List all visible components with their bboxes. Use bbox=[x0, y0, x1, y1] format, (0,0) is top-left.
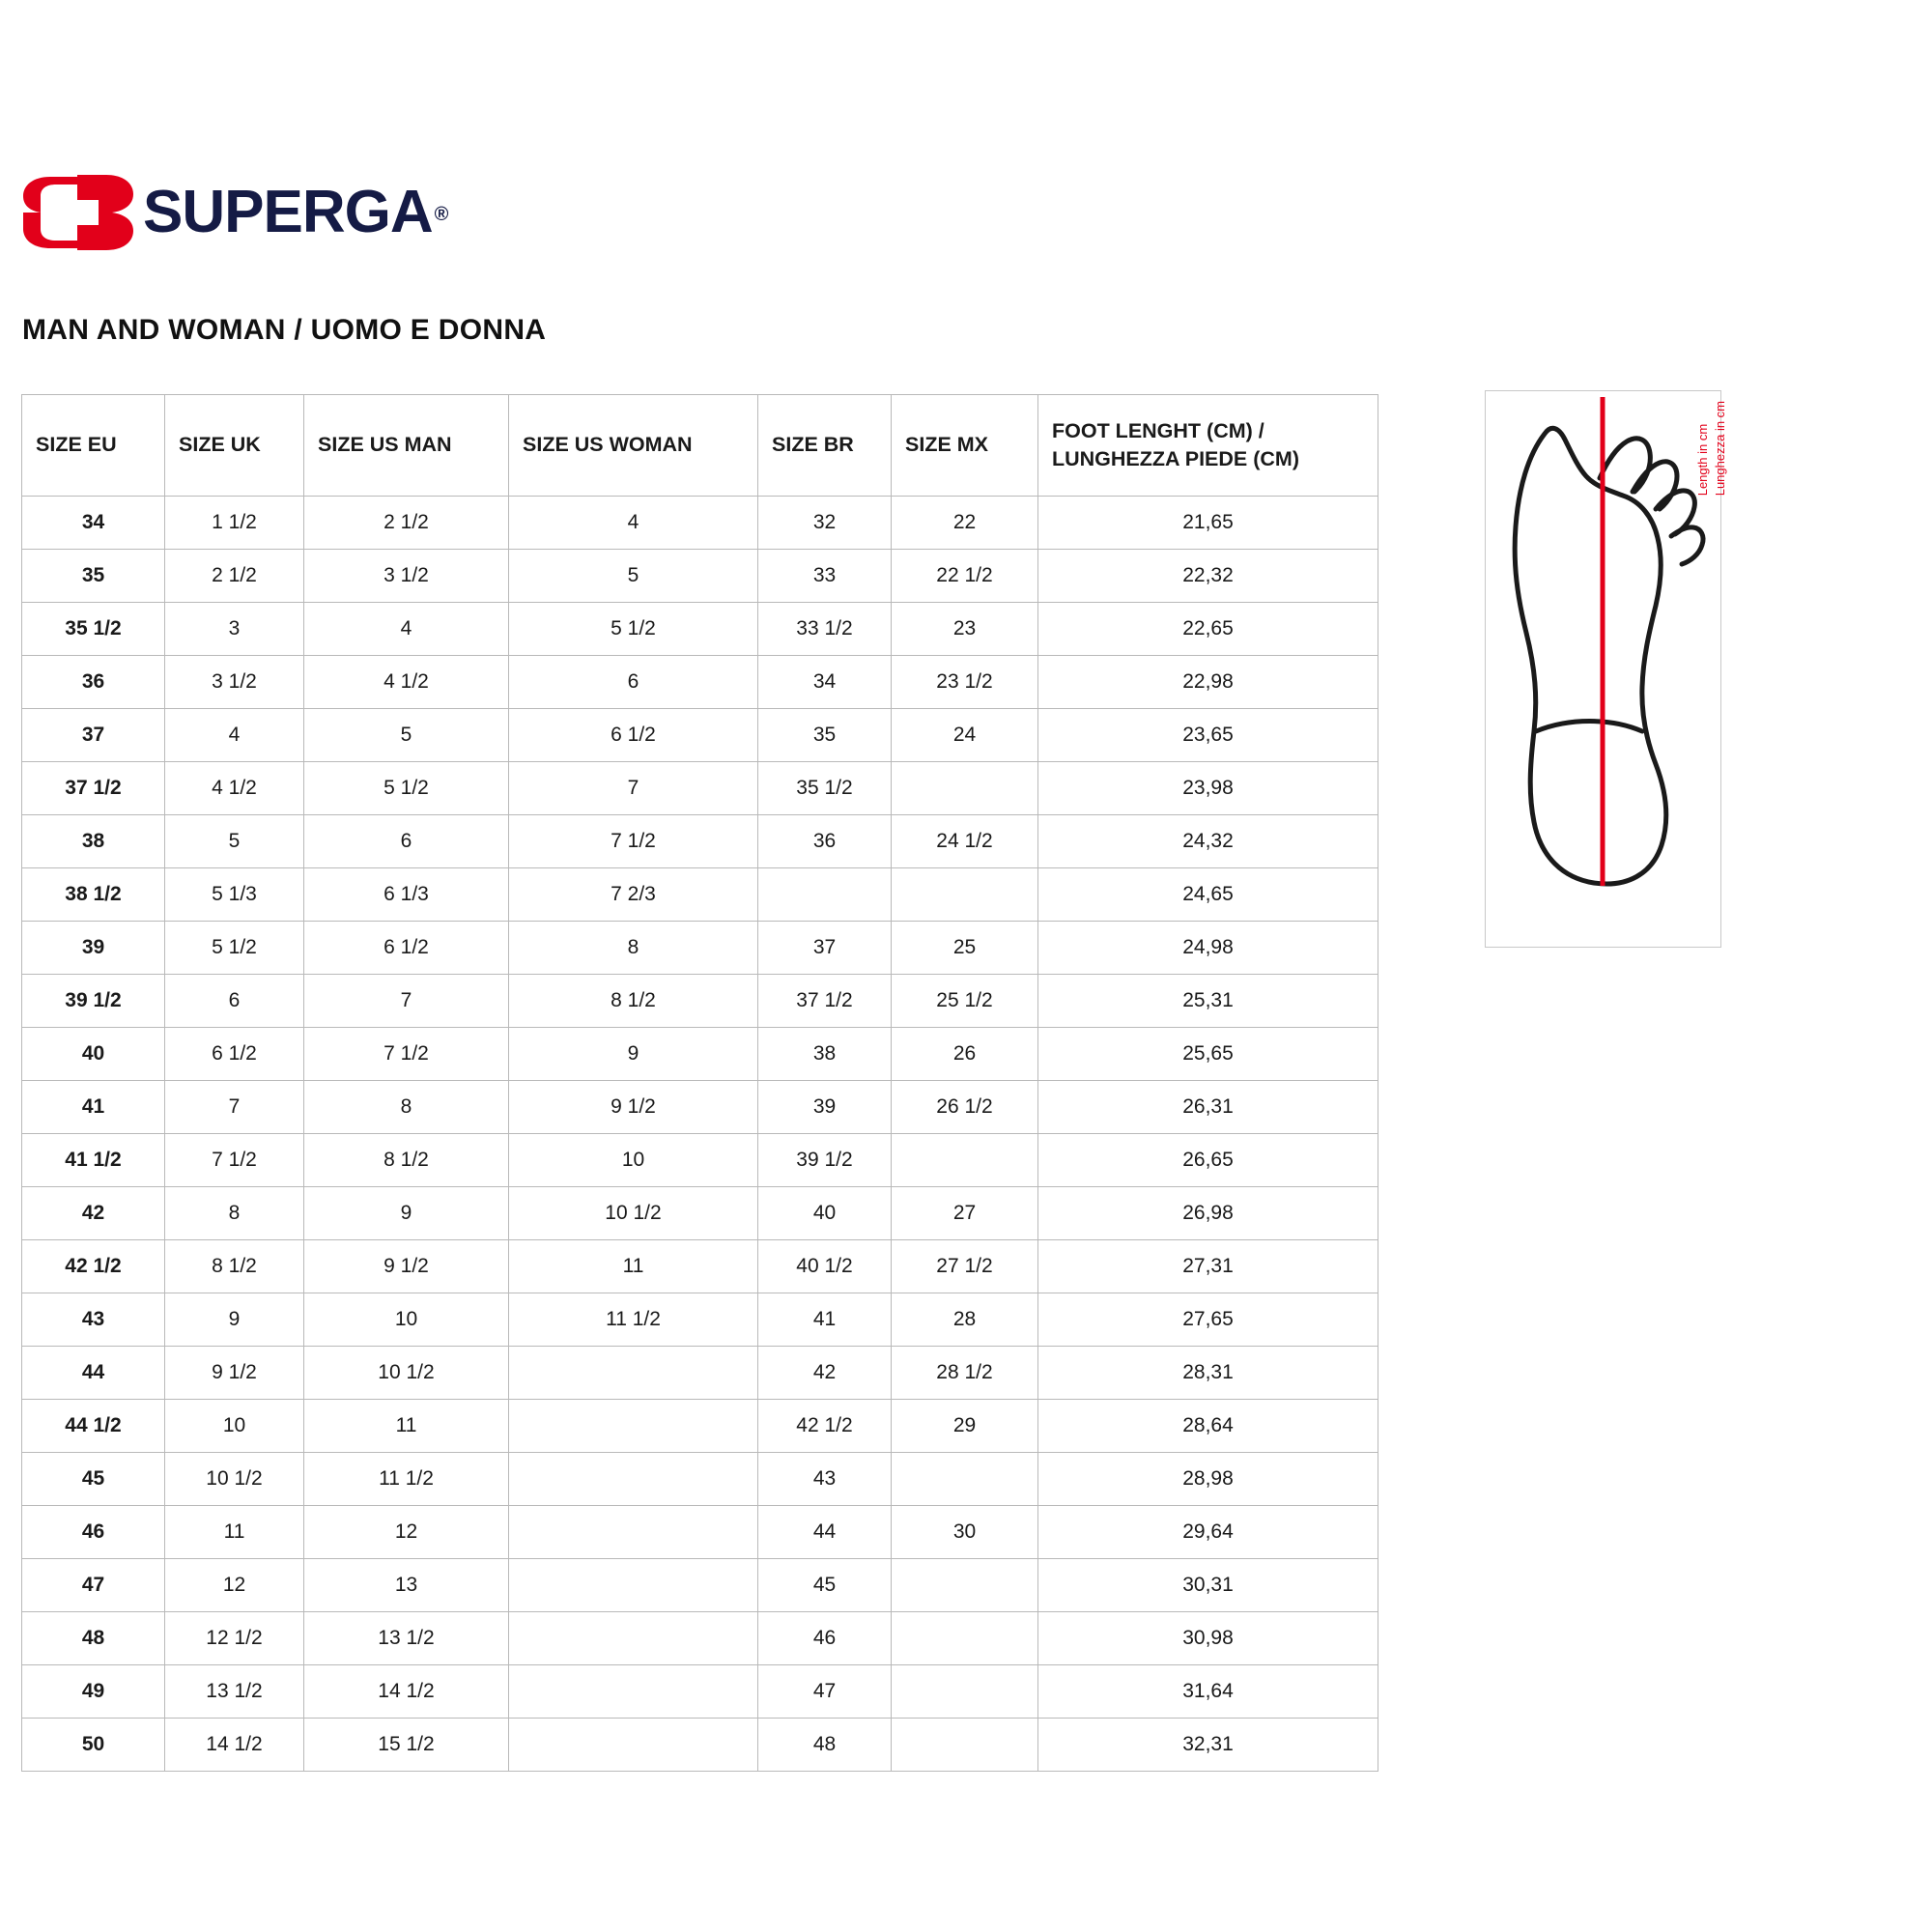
cell-uk: 9 1/2 bbox=[165, 1347, 304, 1400]
cell-mx: 26 bbox=[892, 1028, 1038, 1081]
cell-eu: 47 bbox=[22, 1559, 165, 1612]
cell-mx bbox=[892, 1719, 1038, 1772]
cell-us-woman: 7 bbox=[509, 762, 758, 815]
cell-br: 47 bbox=[758, 1665, 892, 1719]
cell-us-man: 13 1/2 bbox=[304, 1612, 509, 1665]
cell-us-man: 9 bbox=[304, 1187, 509, 1240]
table-row bbox=[22, 815, 1378, 868]
cell-foot-length: 30,31 bbox=[1038, 1559, 1378, 1612]
cell-uk: 7 1/2 bbox=[165, 1134, 304, 1187]
cell-us-man: 12 bbox=[304, 1506, 509, 1559]
cell-uk: 7 bbox=[165, 1081, 304, 1134]
cell-br: 39 1/2 bbox=[758, 1134, 892, 1187]
cell-us-woman bbox=[509, 1719, 758, 1772]
cell-us-woman: 8 1/2 bbox=[509, 975, 758, 1028]
cell-us-woman bbox=[509, 1665, 758, 1719]
cell-foot-length: 24,32 bbox=[1038, 815, 1378, 868]
cell-mx bbox=[892, 1612, 1038, 1665]
cell-uk: 10 bbox=[165, 1400, 304, 1453]
cell-mx bbox=[892, 1453, 1038, 1506]
cell-us-man: 9 1/2 bbox=[304, 1240, 509, 1293]
table-row bbox=[22, 1719, 1378, 1772]
cell-eu: 49 bbox=[22, 1665, 165, 1719]
cell-us-man: 2 1/2 bbox=[304, 497, 509, 550]
cell-uk: 8 bbox=[165, 1187, 304, 1240]
cell-foot-length: 24,65 bbox=[1038, 868, 1378, 922]
cell-foot-length: 27,65 bbox=[1038, 1293, 1378, 1347]
cell-eu: 42 bbox=[22, 1187, 165, 1240]
cell-br: 43 bbox=[758, 1453, 892, 1506]
table-row bbox=[22, 550, 1378, 603]
cell-us-woman: 6 1/2 bbox=[509, 709, 758, 762]
cell-us-man: 6 1/2 bbox=[304, 922, 509, 975]
cell-us-woman bbox=[509, 1559, 758, 1612]
cell-mx bbox=[892, 1665, 1038, 1719]
cell-us-woman: 5 bbox=[509, 550, 758, 603]
cell-eu: 48 bbox=[22, 1612, 165, 1665]
size-conversion-table bbox=[21, 394, 1378, 1772]
cell-br: 38 bbox=[758, 1028, 892, 1081]
cell-us-woman: 10 bbox=[509, 1134, 758, 1187]
cell-foot-length: 23,98 bbox=[1038, 762, 1378, 815]
cell-mx: 22 bbox=[892, 497, 1038, 550]
cell-foot-length: 28,98 bbox=[1038, 1453, 1378, 1506]
cell-us-woman: 9 bbox=[509, 1028, 758, 1081]
table-row bbox=[22, 1400, 1378, 1453]
cell-foot-length: 25,31 bbox=[1038, 975, 1378, 1028]
cell-us-man: 3 1/2 bbox=[304, 550, 509, 603]
cell-uk: 6 1/2 bbox=[165, 1028, 304, 1081]
cell-us-man: 10 1/2 bbox=[304, 1347, 509, 1400]
cell-mx bbox=[892, 868, 1038, 922]
cell-us-man: 6 bbox=[304, 815, 509, 868]
cell-us-woman: 10 1/2 bbox=[509, 1187, 758, 1240]
table-row bbox=[22, 1453, 1378, 1506]
cell-foot-length: 30,98 bbox=[1038, 1612, 1378, 1665]
length-label-line2: Lunghezza in cm bbox=[1713, 401, 1728, 497]
cell-br: 41 bbox=[758, 1293, 892, 1347]
cell-foot-length: 26,31 bbox=[1038, 1081, 1378, 1134]
cell-uk: 13 1/2 bbox=[165, 1665, 304, 1719]
length-label-line1: Length in cm bbox=[1695, 423, 1710, 497]
cell-us-woman: 5 1/2 bbox=[509, 603, 758, 656]
cell-br bbox=[758, 868, 892, 922]
cell-us-man: 10 bbox=[304, 1293, 509, 1347]
cell-uk: 10 1/2 bbox=[165, 1453, 304, 1506]
cell-mx: 23 1/2 bbox=[892, 656, 1038, 709]
cell-us-woman bbox=[509, 1506, 758, 1559]
cell-us-woman: 11 1/2 bbox=[509, 1293, 758, 1347]
cell-mx: 27 1/2 bbox=[892, 1240, 1038, 1293]
cell-mx bbox=[892, 1559, 1038, 1612]
table-row bbox=[22, 603, 1378, 656]
table-row bbox=[22, 497, 1378, 550]
cell-uk: 8 1/2 bbox=[165, 1240, 304, 1293]
cell-br: 35 bbox=[758, 709, 892, 762]
cell-eu: 41 1/2 bbox=[22, 1134, 165, 1187]
cell-foot-length: 23,65 bbox=[1038, 709, 1378, 762]
header-size-eu: SIZE EU bbox=[22, 395, 165, 497]
cell-eu: 38 1/2 bbox=[22, 868, 165, 922]
cell-us-man: 14 1/2 bbox=[304, 1665, 509, 1719]
cell-mx bbox=[892, 762, 1038, 815]
cell-uk: 12 1/2 bbox=[165, 1612, 304, 1665]
cell-eu: 40 bbox=[22, 1028, 165, 1081]
cell-uk: 4 1/2 bbox=[165, 762, 304, 815]
cell-uk: 3 1/2 bbox=[165, 656, 304, 709]
cell-us-man: 5 1/2 bbox=[304, 762, 509, 815]
cell-mx bbox=[892, 1134, 1038, 1187]
cell-uk: 9 bbox=[165, 1293, 304, 1347]
table-row bbox=[22, 1293, 1378, 1347]
cell-us-woman: 9 1/2 bbox=[509, 1081, 758, 1134]
table-row bbox=[22, 1187, 1378, 1240]
cell-us-man: 8 bbox=[304, 1081, 509, 1134]
cell-eu: 45 bbox=[22, 1453, 165, 1506]
cell-us-man: 6 1/3 bbox=[304, 868, 509, 922]
cell-eu: 44 bbox=[22, 1347, 165, 1400]
cell-br: 40 bbox=[758, 1187, 892, 1240]
table-row bbox=[22, 1240, 1378, 1293]
cell-eu: 41 bbox=[22, 1081, 165, 1134]
cell-uk: 4 bbox=[165, 709, 304, 762]
cell-us-man: 4 bbox=[304, 603, 509, 656]
cell-br: 48 bbox=[758, 1719, 892, 1772]
cell-eu: 39 1/2 bbox=[22, 975, 165, 1028]
cell-eu: 36 bbox=[22, 656, 165, 709]
cell-eu: 42 1/2 bbox=[22, 1240, 165, 1293]
table-row bbox=[22, 709, 1378, 762]
cell-uk: 11 bbox=[165, 1506, 304, 1559]
table-header-row bbox=[22, 395, 1378, 497]
cell-br: 37 bbox=[758, 922, 892, 975]
cell-mx: 24 bbox=[892, 709, 1038, 762]
cell-foot-length: 21,65 bbox=[1038, 497, 1378, 550]
header-foot-length-line2: LUNGHEZZA PIEDE (CM) bbox=[1052, 447, 1299, 470]
cell-br: 36 bbox=[758, 815, 892, 868]
cell-uk: 14 1/2 bbox=[165, 1719, 304, 1772]
cell-uk: 2 1/2 bbox=[165, 550, 304, 603]
table-body bbox=[22, 497, 1378, 1772]
cell-mx: 27 bbox=[892, 1187, 1038, 1240]
cell-mx: 25 bbox=[892, 922, 1038, 975]
size-table-container bbox=[21, 394, 1378, 1772]
cell-br: 42 bbox=[758, 1347, 892, 1400]
cell-uk: 5 1/2 bbox=[165, 922, 304, 975]
cell-eu: 44 1/2 bbox=[22, 1400, 165, 1453]
cell-foot-length: 28,64 bbox=[1038, 1400, 1378, 1453]
cell-eu: 37 bbox=[22, 709, 165, 762]
registered-mark: ® bbox=[434, 203, 449, 225]
cell-us-woman bbox=[509, 1400, 758, 1453]
table-row bbox=[22, 1665, 1378, 1719]
cell-us-man: 13 bbox=[304, 1559, 509, 1612]
foot-measurement-diagram bbox=[1485, 390, 1728, 948]
cell-us-woman: 8 bbox=[509, 922, 758, 975]
cell-br: 46 bbox=[758, 1612, 892, 1665]
cell-us-man: 7 bbox=[304, 975, 509, 1028]
table-row bbox=[22, 922, 1378, 975]
cell-foot-length: 27,31 bbox=[1038, 1240, 1378, 1293]
cell-us-woman: 11 bbox=[509, 1240, 758, 1293]
cell-foot-length: 26,65 bbox=[1038, 1134, 1378, 1187]
cell-mx: 28 1/2 bbox=[892, 1347, 1038, 1400]
table-row bbox=[22, 762, 1378, 815]
cell-foot-length: 28,31 bbox=[1038, 1347, 1378, 1400]
cell-us-man: 11 bbox=[304, 1400, 509, 1453]
cell-mx: 30 bbox=[892, 1506, 1038, 1559]
cell-us-man: 4 1/2 bbox=[304, 656, 509, 709]
cell-mx: 24 1/2 bbox=[892, 815, 1038, 868]
superga-logo bbox=[21, 174, 448, 251]
cell-foot-length: 32,31 bbox=[1038, 1719, 1378, 1772]
cell-eu: 35 1/2 bbox=[22, 603, 165, 656]
cell-foot-length: 24,98 bbox=[1038, 922, 1378, 975]
header-size-br: SIZE BR bbox=[758, 395, 892, 497]
table-row bbox=[22, 868, 1378, 922]
table-row bbox=[22, 1028, 1378, 1081]
superga-wordmark: SUPERGA bbox=[143, 179, 433, 245]
cell-us-woman bbox=[509, 1347, 758, 1400]
cell-uk: 6 bbox=[165, 975, 304, 1028]
cell-foot-length: 22,65 bbox=[1038, 603, 1378, 656]
cell-us-woman: 4 bbox=[509, 497, 758, 550]
header-foot-length bbox=[1038, 395, 1378, 497]
cell-eu: 38 bbox=[22, 815, 165, 868]
cell-mx: 26 1/2 bbox=[892, 1081, 1038, 1134]
cell-eu: 39 bbox=[22, 922, 165, 975]
cell-br: 33 bbox=[758, 550, 892, 603]
cell-us-woman: 7 2/3 bbox=[509, 868, 758, 922]
table-header bbox=[22, 395, 1378, 497]
cell-us-woman: 6 bbox=[509, 656, 758, 709]
table-row bbox=[22, 975, 1378, 1028]
cell-us-man: 7 1/2 bbox=[304, 1028, 509, 1081]
cell-foot-length: 26,98 bbox=[1038, 1187, 1378, 1240]
cell-uk: 12 bbox=[165, 1559, 304, 1612]
cell-foot-length: 31,64 bbox=[1038, 1665, 1378, 1719]
cell-us-man: 15 1/2 bbox=[304, 1719, 509, 1772]
cell-eu: 37 1/2 bbox=[22, 762, 165, 815]
table-row bbox=[22, 1081, 1378, 1134]
cell-uk: 5 1/3 bbox=[165, 868, 304, 922]
cell-uk: 1 1/2 bbox=[165, 497, 304, 550]
header-size-us-man: SIZE US MAN bbox=[304, 395, 509, 497]
header-size-mx: SIZE MX bbox=[892, 395, 1038, 497]
cell-br: 35 1/2 bbox=[758, 762, 892, 815]
cell-foot-length: 29,64 bbox=[1038, 1506, 1378, 1559]
cell-foot-length: 22,32 bbox=[1038, 550, 1378, 603]
header-size-uk: SIZE UK bbox=[165, 395, 304, 497]
table-row bbox=[22, 656, 1378, 709]
cell-uk: 3 bbox=[165, 603, 304, 656]
cell-eu: 50 bbox=[22, 1719, 165, 1772]
table-row bbox=[22, 1134, 1378, 1187]
cell-us-woman bbox=[509, 1612, 758, 1665]
length-label bbox=[1695, 401, 1728, 536]
cell-br: 33 1/2 bbox=[758, 603, 892, 656]
cell-eu: 46 bbox=[22, 1506, 165, 1559]
table-row bbox=[22, 1347, 1378, 1400]
cell-br: 45 bbox=[758, 1559, 892, 1612]
cell-mx: 28 bbox=[892, 1293, 1038, 1347]
cell-us-man: 11 1/2 bbox=[304, 1453, 509, 1506]
cell-mx: 29 bbox=[892, 1400, 1038, 1453]
header-foot-length-line1: FOOT LENGHT (CM) / bbox=[1052, 418, 1264, 442]
cell-eu: 35 bbox=[22, 550, 165, 603]
cell-us-woman bbox=[509, 1453, 758, 1506]
cell-foot-length: 22,98 bbox=[1038, 656, 1378, 709]
foot-outline-icon bbox=[1486, 391, 1720, 947]
cell-mx: 25 1/2 bbox=[892, 975, 1038, 1028]
cell-us-man: 8 1/2 bbox=[304, 1134, 509, 1187]
cell-br: 32 bbox=[758, 497, 892, 550]
cell-br: 40 1/2 bbox=[758, 1240, 892, 1293]
cell-br: 42 1/2 bbox=[758, 1400, 892, 1453]
cell-br: 37 1/2 bbox=[758, 975, 892, 1028]
table-row bbox=[22, 1612, 1378, 1665]
cell-uk: 5 bbox=[165, 815, 304, 868]
table-row bbox=[22, 1559, 1378, 1612]
cell-us-woman: 7 1/2 bbox=[509, 815, 758, 868]
cell-us-man: 5 bbox=[304, 709, 509, 762]
cell-mx: 22 1/2 bbox=[892, 550, 1038, 603]
table-row bbox=[22, 1506, 1378, 1559]
cell-br: 39 bbox=[758, 1081, 892, 1134]
cell-eu: 43 bbox=[22, 1293, 165, 1347]
superga-s-mark-icon bbox=[21, 175, 135, 250]
header-size-us-woman: SIZE US WOMAN bbox=[509, 395, 758, 497]
cell-br: 44 bbox=[758, 1506, 892, 1559]
section-title: MAN AND WOMAN / UOMO E DONNA bbox=[22, 314, 547, 346]
cell-mx: 23 bbox=[892, 603, 1038, 656]
cell-br: 34 bbox=[758, 656, 892, 709]
cell-foot-length: 25,65 bbox=[1038, 1028, 1378, 1081]
cell-eu: 34 bbox=[22, 497, 165, 550]
